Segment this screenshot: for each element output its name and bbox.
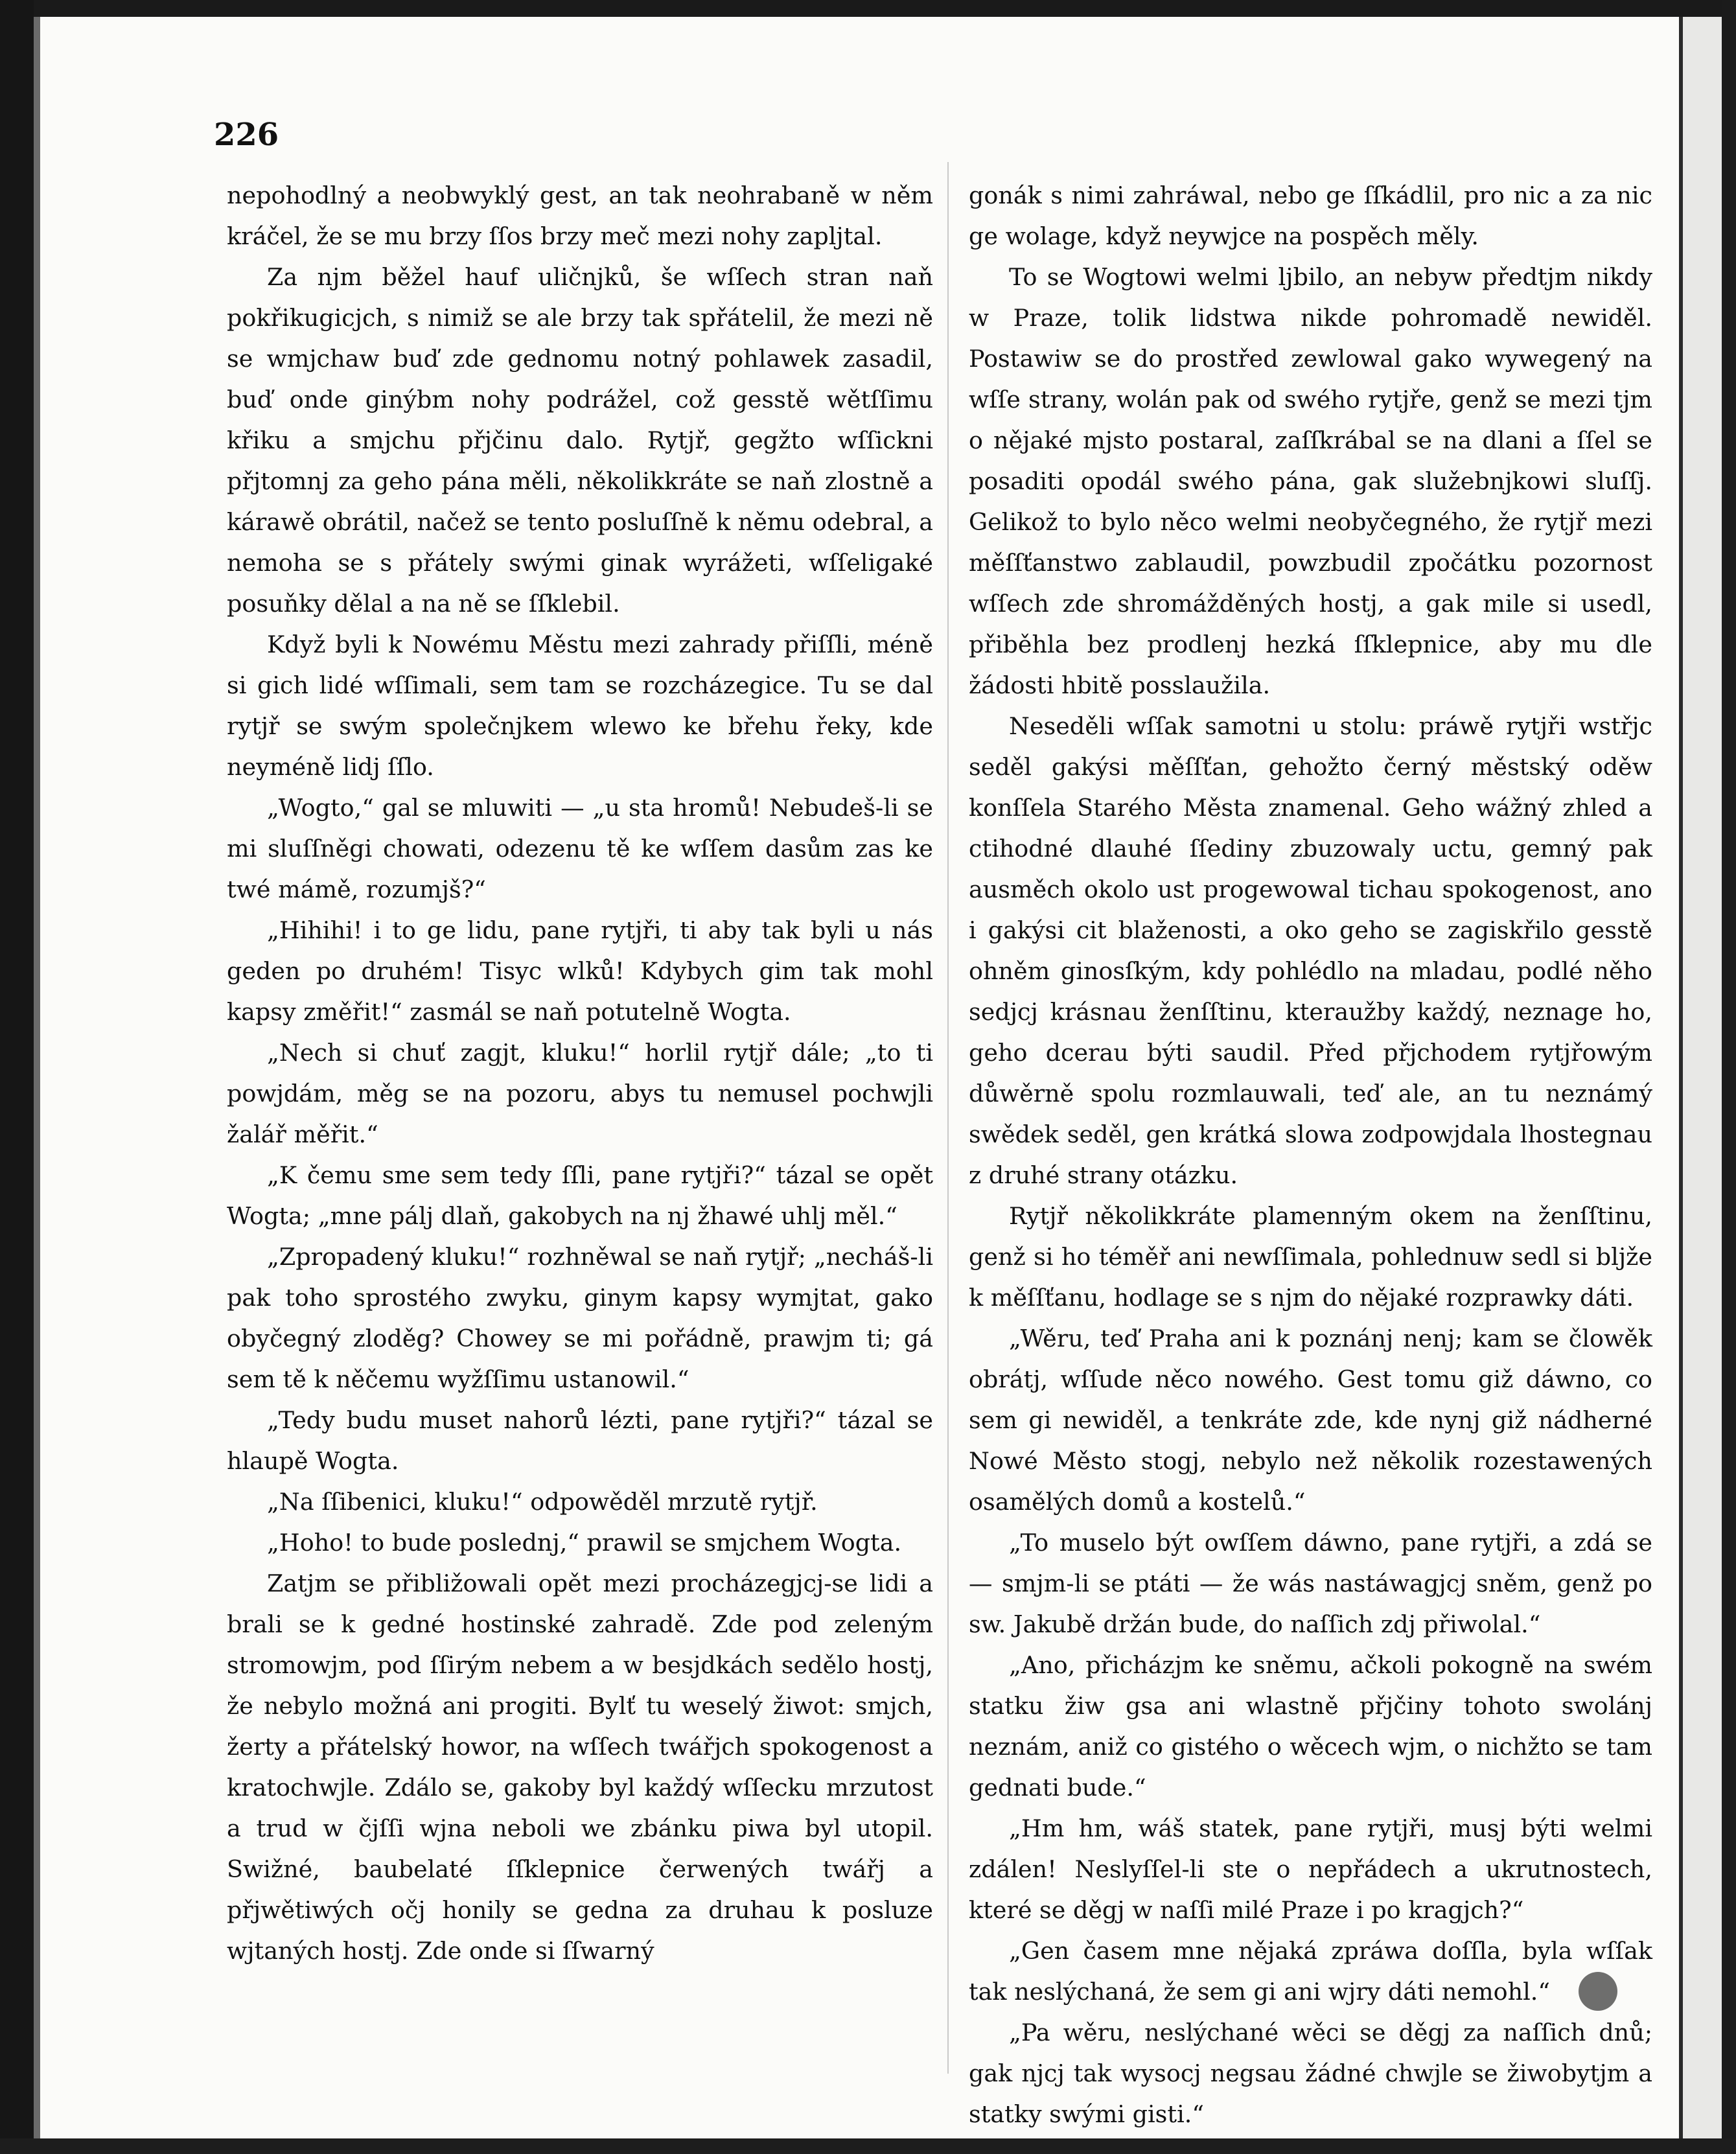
scan-edge-left-inner	[34, 17, 40, 2154]
scan-edge-right	[1722, 0, 1736, 2154]
left-column-paragraph: „Na ſſibenici, kluku!“ odpowěděl mrzutě rytjř.	[267, 1488, 818, 1516]
left-column-paragraph: Za njm běžel hauf uličnjků, še wſſech stran naň pokřikugicjch, s nimiž se ale brzy tak spřátelil, že mezi ně se wmjchaw buď zde gednomu notný pohlawek zasadil, buď onde ginýbm nohy podrážel, což gesstě wětſſimu křiku a smjchu přjčinu dalo. Rytjř, gegžto wſſickni přjtomnj za geho pána měli, několikkráte se naň zlostně a kárawě obrátil, načež se tento posluſſně k němu odebral, a nemoha se s přátely swými ginak wyrážeti, wſſeligaké posuňky dělal a na ně se ſſklebil.	[227, 263, 933, 618]
left-column-paragraph: „K čemu sme sem tedy ſſli, pane rytjři?“ tázal se opět Wogta; „mne pálj dlaň, gakobych na nj žhawé uhlj měl.“	[227, 1161, 933, 1230]
right-column-paragraph: „Pa wěru, neslýchané wěci se děgj za naſſich dnů; gak njcj tak wysocj negsau žádné chwjle se žiwobytjm a statky swými gisti.“	[969, 2019, 1652, 2128]
left-column-paragraph: „Hoho! to bude poslednj,“ prawil se smjchem Wogta.	[267, 1529, 902, 1557]
left-column-paragraph: „Tedy budu muset nahorů lézti, pane rytjři?“ tázal se hlaupě Wogta.	[227, 1406, 933, 1475]
left-column-paragraph: Když byli k Nowému Městu mezi zahrady přiſſli, méně si gich lidé wſſimali, sem tam se rozcházegice. Tu se dal rytjř se swým společnjkem wlewo ke břehu řeky, kde neyméně lidj ſſlo.	[227, 631, 933, 781]
scan-edge-top	[0, 0, 1736, 17]
right-column-paragraph: To se Wogtowi welmi ljbilo, an nebyw předtjm nikdy w Praze, tolik lidstwa nikde pohromadě newiděl. Postawiw se do prostřed zewlowal gako wywegený na wſſe strany, wolán pak od swého rytjře, genž se mezi tjm o nějaké mjsto postaral, zaſſkrábal se na dlani a ſſel se posaditi opodál swého pána, gak služebnjkowi sluſſj. Gelikož to bylo něco welmi neobyčegného, že rytjř mezi měſſťanstwo zablaudil, powzbudil zpočátku pozornost wſſech zde shromážděných hostj, a gak mile si usedl, přiběhla bez prodlenj hezká ſſklepnice, aby mu dle žádosti hbitě posslaužila.	[969, 263, 1652, 699]
right-column-paragraph: „Wěru, teď Praha ani k poznánj nenj; kam se člowěk obrátj, wſſude něco nowého. Gest tomu giž dáwno, co sem gi newiděl, a tenkráte zde, kde nynj giž nádherné Nowé Město stogj, nebylo než několik rozestawených osamělých domů a kostelů.“	[969, 1325, 1652, 1516]
left-column-paragraph: „Zpropadený kluku!“ rozhněwal se naň rytjř; „necháš-li pak toho sprostého zwyku, ginym kapsy wymjtat, gako obyčegný zloděg? Chowey se mi pořádně, prawjm ti; gá sem tě k něčemu wyžſſimu ustanowil.“	[227, 1243, 933, 1393]
right-column-paragraph: Neseděli wſſak samotni u stolu: práwě rytjři wstřjc seděl gakýsi měſſťan, gehožto černý městský oděw konſſela Starého Města znamenal. Geho wážný zhled a ctihodné dlauhé ſſediny zbuzowaly uctu, gemný pak ausměch okolo ust progewowal tichau spokogenost, ano i gakýsi cit blaženosti, a oko geho se zagiskřilo gesstě ohněm ginosſkým, kdy pohlédlo na mladau, podlé něho sedjcj krásnau ženſſtinu, kteraužby každý, neznage ho, geho dcerau býti saudil. Před přjchodem rytjřowým důwěrně spolu rozmlauwali, teď ale, an tu neznámý swědek seděl, gen krátká slowa zodpowjdala lhostegnau z druhé strany otázku.	[969, 712, 1652, 1189]
right-column-paragraph: Rytjř několikkráte plamenným okem na ženſſtinu, genž si ho téměř ani newſſimala, pohlednuw sedl si bljže k měſſťanu, hodlage se s njm do nějaké rozprawky dáti.	[969, 1202, 1652, 1312]
right-column-paragraph: „To muselo být owſſem dáwno, pane rytjři, a zdá se — smjm-li se ptáti — že wás nastáwagjcj sněm, genž po sw. Jakubě držán bude, do naſſich zdj přiwolal.“	[969, 1529, 1652, 1638]
left-column-paragraph: „Wogto,“ gal se mluwiti — „u sta hromů! Nebudeš-li se mi sluſſněgi chowati, odezenu tě ke wſſem dasům zas ke twé mámě, rozumjš?“	[227, 794, 933, 903]
right-column-paragraph: „Hm hm, wáš statek, pane rytjři, musj býti welmi zdálen! Neslyſſel-li ste o nepřádech a ukrutnostech, které se děgj w naſſi milé Praze i po kragjch?“	[969, 1814, 1652, 1924]
left-column-paragraph: nepohodlný a neobwyklý gest, an tak neohrabaně w něm kráčel, že se mu brzy ſſos brzy meč mezi nohy zapljtal.	[227, 181, 933, 250]
left-column-paragraph: „Nech si chuť zagjt, kluku!“ horlil rytjř dále; „to ti powjdám, měg se na pozoru, abys tu nemusel pochwjli žalář měřit.“	[227, 1039, 933, 1148]
left-column-paragraph: „Hihihi! i to ge lidu, pane rytjři, ti aby tak byli u nás geden po druhém! Tisyc wlků! Kdybych gim tak mohl kapsy změřit!“ zasmál se naň potutelně Wogta.	[227, 916, 933, 1026]
right-column	[969, 175, 1652, 2135]
scan-edge-left	[0, 0, 34, 2154]
left-column	[227, 175, 933, 1971]
left-column-paragraph: Zatjm se přibližowali opět mezi procházegjcj-se lidi a brali se k gedné hostinské zahradě. Zde pod zeleným stromowjm, pod ſſirým nebem a w besjdkách sedělo hostj, že nebylo možná ani progiti. Bylť tu weselý žiwot: smjch, žerty a přátelský howor, na wſſech twářjch spokogenost a kratochwjle. Zdálo se, gakoby byl každý wſſecku mrzutost a trud w čjſſi wjna neboli we zbánku piwa byl utopil. Swižné, baubelaté ſſklepnice čerwených twářj a přjwětiwých očj honily se gedna za druhau k posluze wjtaných hostj. Zde onde si ſſwarný	[227, 1569, 933, 1965]
column-gutter	[947, 162, 949, 2074]
next-page-edge	[1679, 17, 1722, 2154]
right-column-paragraph: „Ano, přicházjm ke sněmu, ačkoli pokogně na swém statku žiw gsa ani wlastně přjčiny tohoto swolánj neznám, aniž co gistého o wěcech wjm, o nichžto se tam gednati bude.“	[969, 1651, 1652, 1801]
page-number: 226	[214, 117, 279, 153]
ink-smudge	[1579, 1972, 1617, 2011]
scan-edge-bottom	[0, 2138, 1736, 2154]
right-column-paragraph: gonák s nimi zahráwal, nebo ge ſſkádlil, pro nic a za nic ge wolage, když neywjce na pospěch měly.	[969, 181, 1652, 250]
right-column-paragraph: „Gen časem mne nějaká zpráwa doſſla, byla wſſak tak neslýchaná, že sem gi ani wjry dáti nemohl.“	[969, 1937, 1652, 2006]
